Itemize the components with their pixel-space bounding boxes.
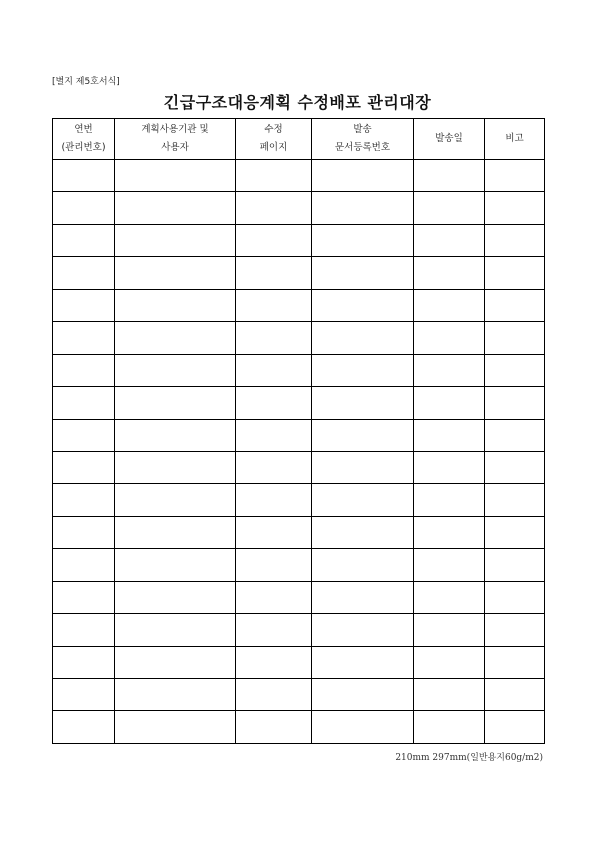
- table-cell[interactable]: [312, 614, 414, 646]
- table-cell[interactable]: [115, 224, 236, 256]
- table-row: [53, 387, 545, 419]
- table-row: [53, 711, 545, 744]
- table-cell[interactable]: [115, 549, 236, 581]
- table-cell[interactable]: [53, 322, 115, 354]
- column-header-revised-page: 수정 페이지: [236, 119, 312, 160]
- table-cell[interactable]: [414, 387, 485, 419]
- table-cell[interactable]: [115, 516, 236, 548]
- table-cell[interactable]: [414, 192, 485, 224]
- table-cell[interactable]: [236, 289, 312, 321]
- table-cell[interactable]: [312, 516, 414, 548]
- table-cell[interactable]: [414, 581, 485, 613]
- table-cell[interactable]: [312, 451, 414, 483]
- document-title: 긴급구조대응계획 수정배포 관리대장: [163, 93, 432, 112]
- table-row: [53, 516, 545, 548]
- table-row: [53, 646, 545, 678]
- table-cell[interactable]: [485, 322, 545, 354]
- table-cell[interactable]: [115, 289, 236, 321]
- table-cell[interactable]: [485, 224, 545, 256]
- table-cell[interactable]: [115, 354, 236, 386]
- table-cell[interactable]: [53, 257, 115, 289]
- table-cell[interactable]: [485, 387, 545, 419]
- distribution-register-table: [52, 118, 545, 744]
- table-cell[interactable]: [312, 387, 414, 419]
- table-cell[interactable]: [485, 192, 545, 224]
- table-cell[interactable]: [485, 354, 545, 386]
- column-header-agency-user: 계획사용기관 및 사용자: [115, 119, 236, 160]
- table-cell[interactable]: [236, 354, 312, 386]
- table-cell[interactable]: [312, 679, 414, 711]
- table-cell[interactable]: [414, 224, 485, 256]
- table-cell[interactable]: [53, 484, 115, 516]
- table-header-row: [53, 119, 545, 160]
- table-cell[interactable]: [236, 614, 312, 646]
- table-cell[interactable]: [414, 322, 485, 354]
- table-cell[interactable]: [312, 257, 414, 289]
- table-cell[interactable]: [236, 451, 312, 483]
- table-cell[interactable]: [414, 614, 485, 646]
- table-cell[interactable]: [312, 581, 414, 613]
- table-cell[interactable]: [312, 484, 414, 516]
- table-cell[interactable]: [485, 289, 545, 321]
- table-cell[interactable]: [53, 614, 115, 646]
- table-cell[interactable]: [236, 646, 312, 678]
- table-cell[interactable]: [485, 679, 545, 711]
- form-number-label: [별지 제5호서식]: [52, 77, 120, 87]
- table-cell[interactable]: [485, 451, 545, 483]
- table-row: [53, 549, 545, 581]
- table-cell[interactable]: [236, 711, 312, 744]
- table-row: [53, 614, 545, 646]
- table-cell[interactable]: [53, 711, 115, 744]
- table-cell[interactable]: [414, 160, 485, 192]
- column-header-dispatch-doc-number: 발송 문서등록번호: [312, 119, 414, 160]
- table-cell[interactable]: [115, 419, 236, 451]
- table-cell[interactable]: [312, 160, 414, 192]
- table-cell[interactable]: [312, 322, 414, 354]
- table-cell[interactable]: [312, 711, 414, 744]
- table-row: [53, 484, 545, 516]
- table-cell[interactable]: [485, 160, 545, 192]
- table-cell[interactable]: [236, 322, 312, 354]
- table-cell[interactable]: [236, 549, 312, 581]
- table-cell[interactable]: [312, 192, 414, 224]
- table-cell[interactable]: [53, 581, 115, 613]
- table-cell[interactable]: [115, 257, 236, 289]
- table-row: [53, 581, 545, 613]
- table-cell[interactable]: [53, 646, 115, 678]
- table-cell[interactable]: [115, 387, 236, 419]
- table-cell[interactable]: [312, 419, 414, 451]
- table-cell[interactable]: [53, 549, 115, 581]
- table-cell[interactable]: [312, 646, 414, 678]
- table-cell[interactable]: [414, 289, 485, 321]
- table-cell[interactable]: [312, 549, 414, 581]
- table-row: [53, 679, 545, 711]
- table-cell[interactable]: [414, 257, 485, 289]
- table-cell[interactable]: [414, 354, 485, 386]
- table-row: [53, 451, 545, 483]
- table-cell[interactable]: [485, 419, 545, 451]
- table-cell[interactable]: [236, 224, 312, 256]
- table-cell[interactable]: [485, 516, 545, 548]
- table-row: [53, 160, 545, 192]
- table-cell[interactable]: [485, 646, 545, 678]
- table-cell[interactable]: [53, 289, 115, 321]
- table-row: [53, 289, 545, 321]
- table-cell[interactable]: [53, 419, 115, 451]
- table-cell[interactable]: [53, 451, 115, 483]
- table-cell[interactable]: [236, 679, 312, 711]
- table-cell[interactable]: [236, 419, 312, 451]
- table-cell[interactable]: [53, 679, 115, 711]
- table-cell[interactable]: [115, 451, 236, 483]
- table-row: [53, 257, 545, 289]
- table-body: [53, 160, 545, 744]
- table-cell[interactable]: [414, 484, 485, 516]
- table-cell[interactable]: [312, 289, 414, 321]
- column-header-dispatch-date: 발송일: [414, 119, 485, 160]
- table-cell[interactable]: [236, 581, 312, 613]
- table-cell[interactable]: [236, 516, 312, 548]
- table-cell[interactable]: [485, 614, 545, 646]
- table-row: [53, 192, 545, 224]
- table-row: [53, 419, 545, 451]
- table-cell[interactable]: [485, 484, 545, 516]
- table-cell[interactable]: [53, 354, 115, 386]
- table-row: [53, 322, 545, 354]
- table-cell[interactable]: [414, 451, 485, 483]
- table-cell[interactable]: [236, 257, 312, 289]
- table-row: [53, 354, 545, 386]
- table-cell[interactable]: [115, 581, 236, 613]
- table-cell[interactable]: [115, 679, 236, 711]
- table-cell[interactable]: [53, 387, 115, 419]
- table-cell[interactable]: [414, 711, 485, 744]
- table-cell[interactable]: [485, 257, 545, 289]
- table-cell[interactable]: [485, 581, 545, 613]
- column-header-remarks: 비고: [485, 119, 545, 160]
- table-cell[interactable]: [414, 419, 485, 451]
- table-cell[interactable]: [236, 160, 312, 192]
- table-cell[interactable]: [236, 387, 312, 419]
- table-cell[interactable]: [414, 516, 485, 548]
- table-cell[interactable]: [115, 160, 236, 192]
- table-cell[interactable]: [53, 160, 115, 192]
- table-cell[interactable]: [115, 646, 236, 678]
- table-cell[interactable]: [485, 711, 545, 744]
- table-cell[interactable]: [115, 192, 236, 224]
- table-cell[interactable]: [115, 711, 236, 744]
- table-cell[interactable]: [115, 614, 236, 646]
- table-cell[interactable]: [236, 484, 312, 516]
- paper-size-note: 210mm 297mm(일반용지60g/m2): [395, 753, 543, 763]
- table-cell[interactable]: [53, 192, 115, 224]
- table-row: [53, 224, 545, 256]
- column-header-serial-number: 연번 (관리번호): [53, 119, 115, 160]
- table-cell[interactable]: [53, 516, 115, 548]
- table-cell[interactable]: [312, 224, 414, 256]
- table-cell[interactable]: [414, 679, 485, 711]
- table-cell[interactable]: [53, 224, 115, 256]
- table-cell[interactable]: [115, 322, 236, 354]
- table-cell[interactable]: [414, 549, 485, 581]
- table-cell[interactable]: [485, 549, 545, 581]
- table-cell[interactable]: [312, 354, 414, 386]
- table-cell[interactable]: [414, 646, 485, 678]
- table-cell[interactable]: [115, 484, 236, 516]
- table-cell[interactable]: [236, 192, 312, 224]
